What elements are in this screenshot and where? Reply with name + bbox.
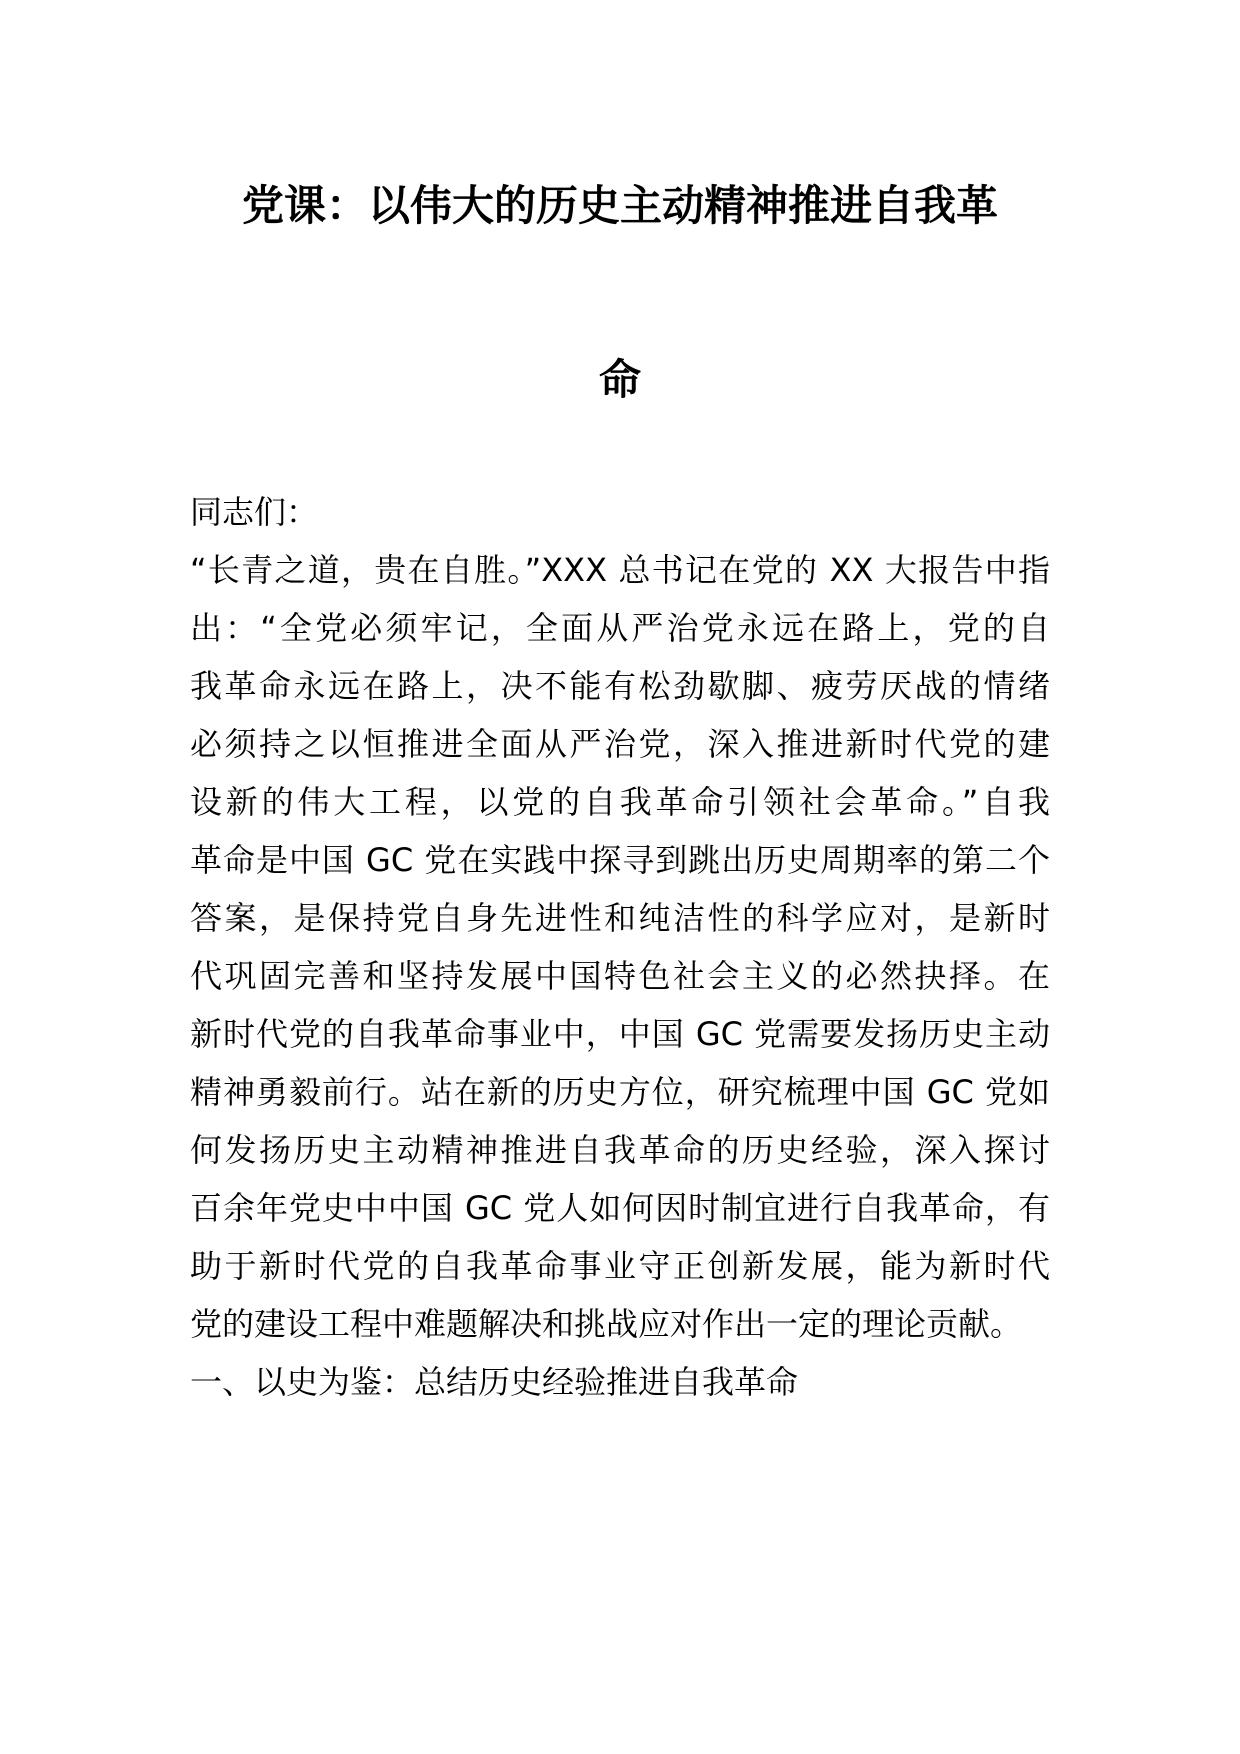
paragraph-line: 出：“全党必须牢记，全面从严治党永远在路上，党的自 — [190, 609, 1050, 647]
paragraph-line: 何发扬历史主动精神推进自我革命的历史经验，深入探讨 — [190, 1131, 1050, 1169]
paragraph-line: 革命是中国 GC 党在实践中探寻到跳出历史周期率的第二个 — [190, 841, 1050, 879]
paragraph-line: “长青之道，贵在自胜。”XXX 总书记在党的 XX 大报告中指 — [190, 551, 1050, 589]
paragraph-line: 党的建设工程中难题解决和挑战应对作出一定的理论贡献。 — [190, 1305, 1023, 1343]
paragraph-line: 助于新时代党的自我革命事业守正创新发展，能为新时代 — [190, 1247, 1050, 1285]
paragraph-line: 精神勇毅前行。站在新的历史方位，研究梳理中国 GC 党如 — [190, 1073, 1050, 1111]
paragraph-line: 答案，是保持党自身先进性和纯洁性的科学应对，是新时 — [190, 899, 1050, 937]
paragraph-line: 我革命永远在路上，决不能有松劲歇脚、疲劳厌战的情绪 — [190, 667, 1050, 705]
paragraph-line: 百余年党史中中国 GC 党人如何因时制宜进行自我革命，有 — [190, 1189, 1050, 1227]
paragraph-line: 必须持之以恒推进全面从严治党，深入推进新时代党的建 — [190, 725, 1050, 763]
section-heading: 一、以史为鉴：总结历史经验推进自我革命 — [190, 1363, 799, 1401]
salutation: 同志们： — [190, 493, 319, 531]
paragraph-line: 新时代党的自我革命事业中，中国 GC 党需要发扬历史主动 — [190, 1015, 1050, 1053]
paragraph-line: 设新的伟大工程，以党的自我革命引领社会革命。”自我 — [190, 783, 1050, 821]
paragraph-line: 代巩固完善和坚持发展中国特色社会主义的必然抉择。在 — [190, 957, 1050, 995]
document-title-line-1: 党课：以伟大的历史主动精神推进自我革 — [241, 181, 998, 230]
document-title-line-2: 命 — [598, 355, 641, 404]
